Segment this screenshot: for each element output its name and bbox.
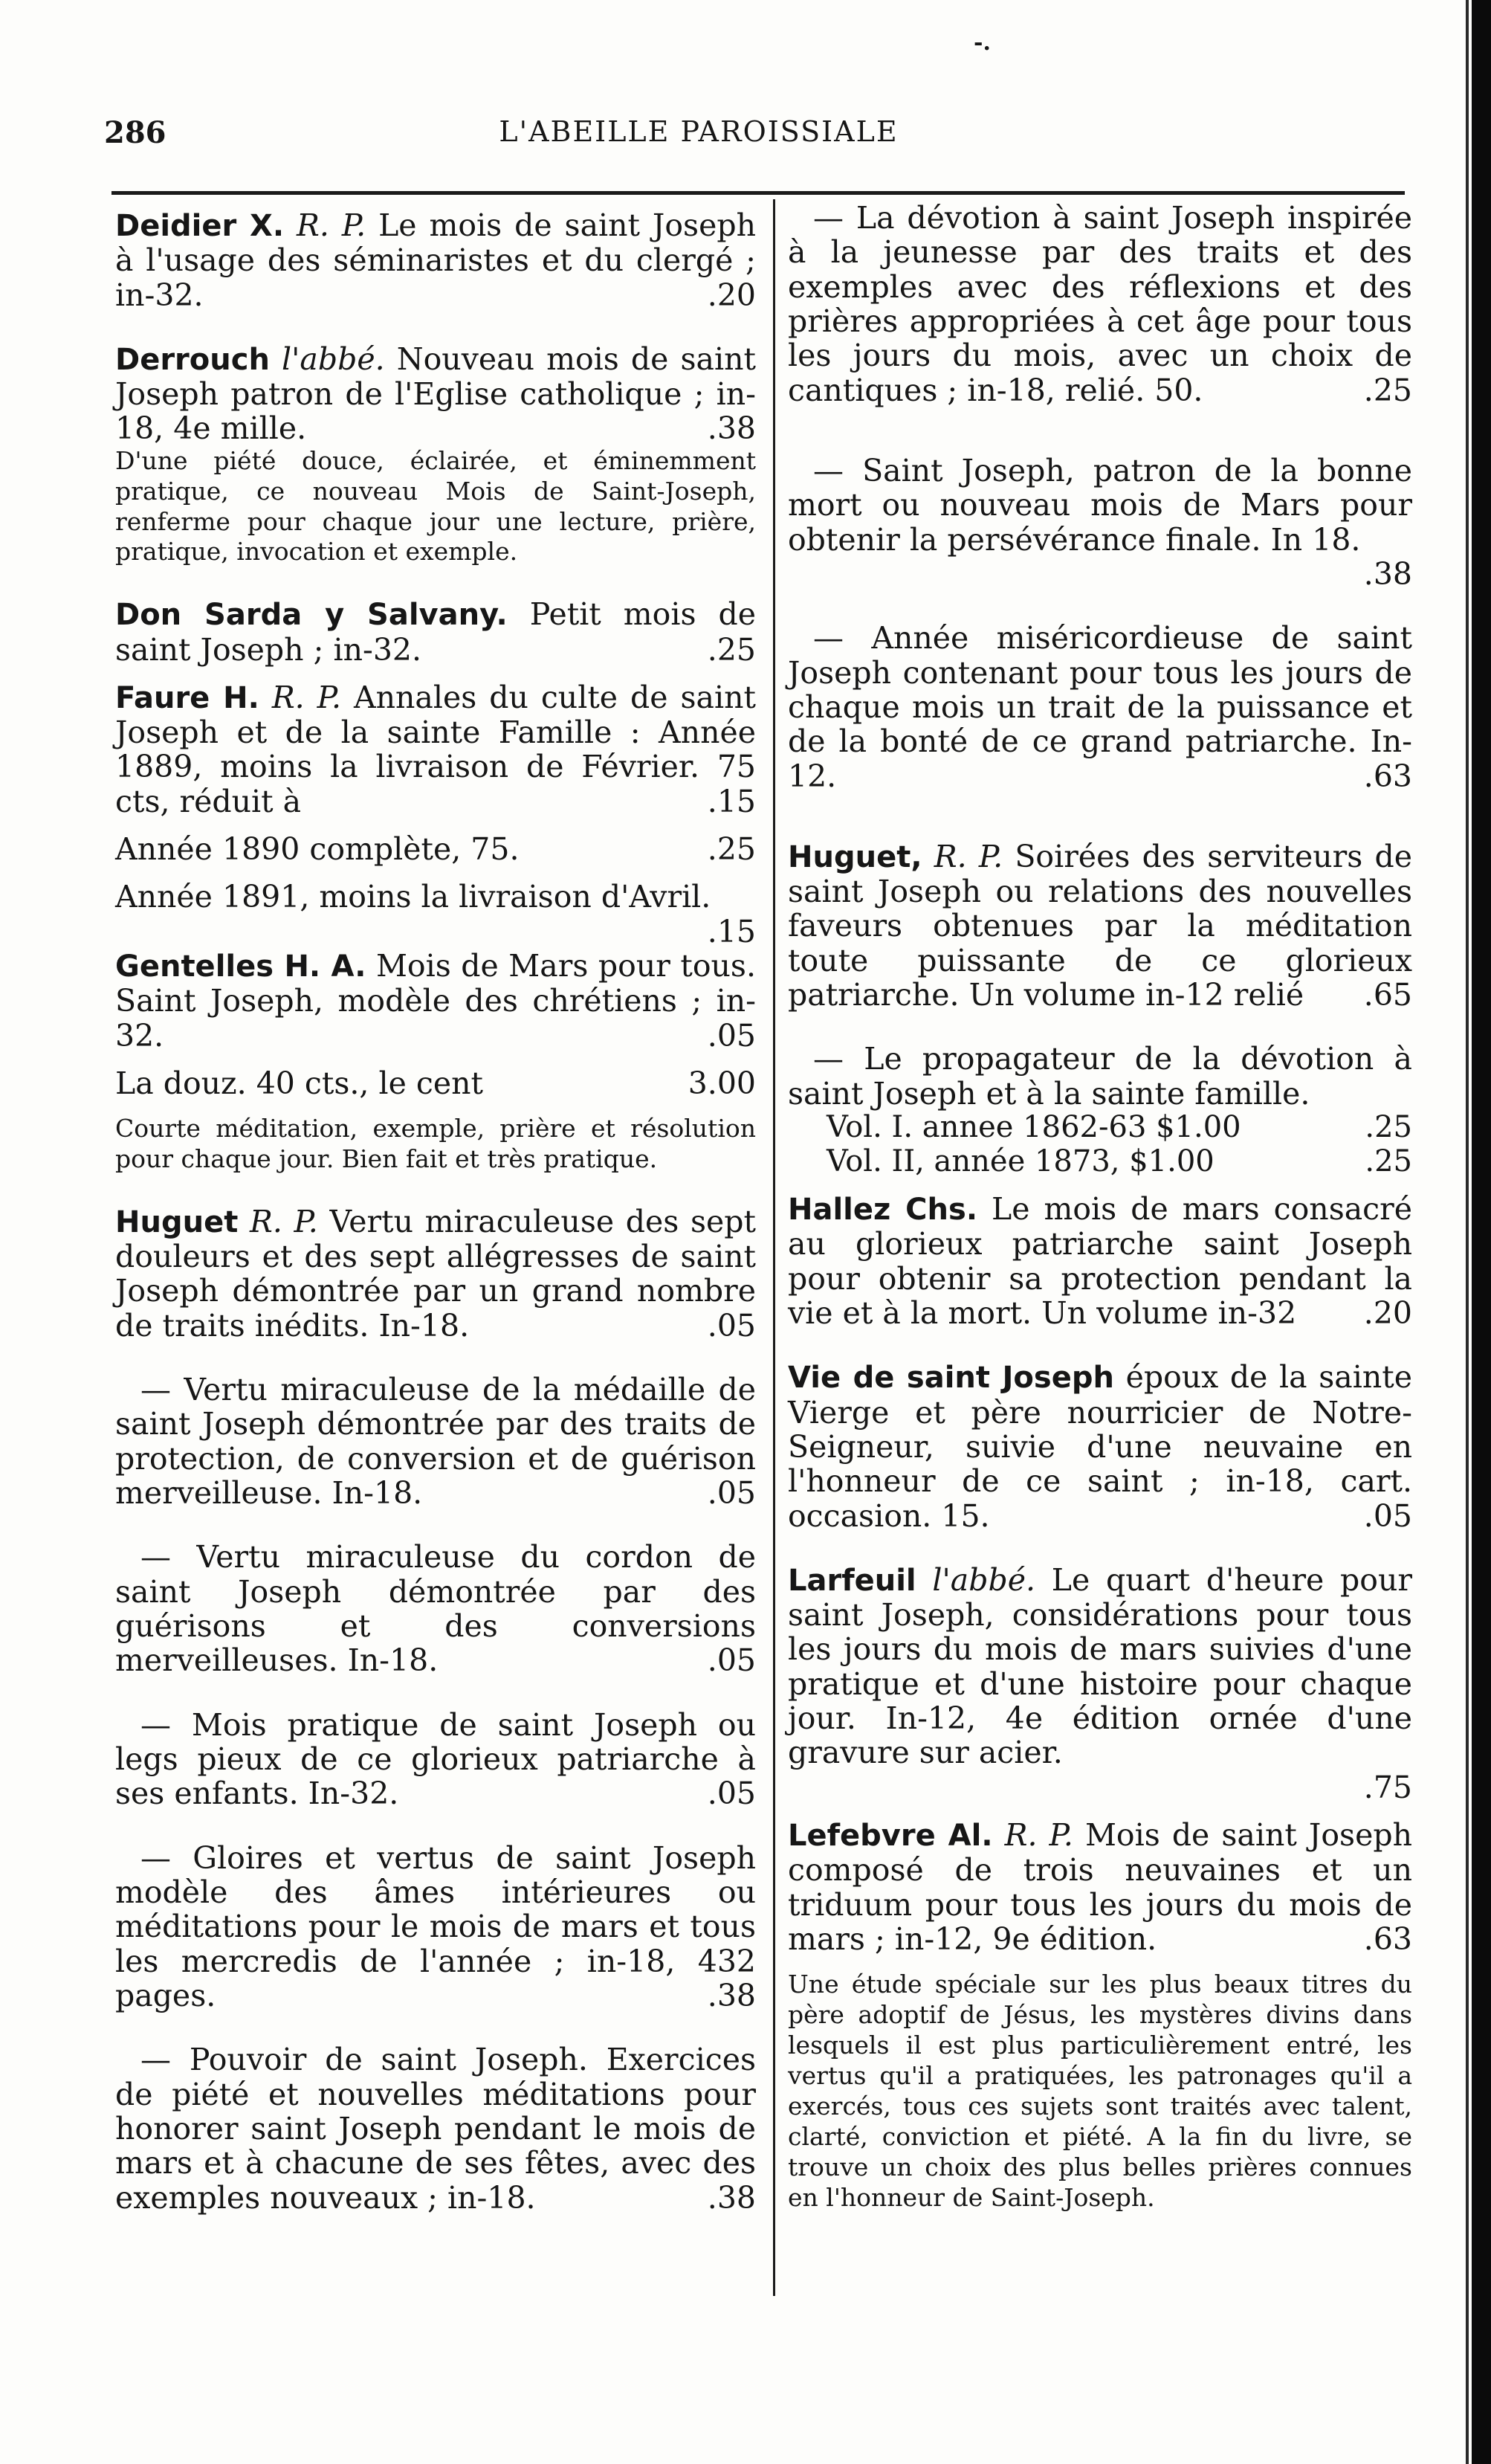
volume-price: .25 — [1365, 1144, 1412, 1178]
left-column — [115, 208, 756, 2215]
catalog-entry — [788, 1818, 1412, 1956]
entry-price: .63 — [1363, 758, 1412, 794]
entry-note: Une étude spéciale sur les plus beaux titres du père adoptif de Jésus, les mystères divins dans lesquels il est plus particulièrement entré, les vertus qu'il a pratiquées, les patronages qu'il a exercés, tous ces sujets sont traités avec talent, clarté, conviction et piété. A la fin du livre, se trouve un choix des plus belles prières connues en l'honneur de Saint-Joseph. — [788, 1970, 1412, 2212]
entry-text: époux de la sainte Vierge et père nourricier de Notre-Seigneur, suivie d'une neuvaine en l'honneur de ce saint ; in-18, cart. occasion. 15. — [788, 1359, 1412, 1534]
catalog-entry — [788, 201, 1412, 407]
catalog-entry — [788, 1563, 1412, 1770]
entry-role: R. P. — [934, 838, 1003, 874]
catalog-entry — [788, 839, 1412, 1013]
catalog-entry — [115, 597, 756, 667]
entry-price: .15 — [707, 913, 756, 949]
entry-role: l'abbé. — [282, 341, 385, 377]
entry-price: .20 — [707, 277, 756, 313]
entry-text: La douz. 40 cts., le cent — [115, 1065, 484, 1101]
entry-role: l'abbé. — [932, 1561, 1035, 1598]
entry-price: .05 — [707, 1642, 756, 1679]
entry-author: Huguet — [115, 1204, 239, 1239]
catalog-entry — [115, 949, 756, 1053]
catalog-entry — [115, 832, 756, 866]
entry-text: Le mois de mars consacré au glorieux patriarche saint Joseph pour obtenir sa protection pendant la vie et à la mort. Un volume in-32 — [788, 1191, 1412, 1332]
entry-note: D'une piété douce, éclairée, et éminemment pratique, ce nouveau Mois de Saint-Joseph, renferme pour chaque jour une lecture, prière, pratique, invocation et exemple. — [115, 445, 756, 567]
entry-author: Derrouch — [115, 342, 270, 377]
entry-price: .05 — [1363, 1497, 1412, 1534]
entry-text: Nouveau mois de saint Joseph patron de l'Eglise catholique ; in-18, 4e mille. — [115, 341, 756, 447]
volume-text: Vol. I. annee 1862-63 $1.00 — [827, 1110, 1241, 1145]
entry-price: .65 — [1363, 977, 1412, 1013]
entry-price: .25 — [1363, 372, 1412, 408]
entry-price: .25 — [707, 831, 756, 867]
page-number: 286 — [104, 115, 166, 150]
entry-price: .20 — [1363, 1295, 1412, 1332]
entry-text: — Pouvoir de saint Joseph. Exercices de piété et nouvelles méditations pour honorer saint Joseph pendant le mois de mars et à chacune de ses fêtes, avec des exemples nouveaux ; in-18. — [115, 2042, 756, 2216]
catalog-entry — [115, 1841, 756, 2013]
column-divider — [773, 199, 775, 2296]
entry-note: Courte méditation, exemple, prière et résolution pour chaque jour. Bien fait et très pratique. — [115, 1114, 756, 1174]
entry-price: .63 — [1363, 1920, 1412, 1957]
entry-text: Petit mois de saint Joseph ; in-32. — [115, 596, 756, 668]
entry-price: .25 — [707, 631, 756, 668]
catalog-entry — [115, 1540, 756, 1677]
entry-text: Mois de saint Joseph composé de trois neuvaines et un triduum pour tous les jours du mois de mars ; in-12, 9e édition. — [788, 1817, 1412, 1957]
running-title: L'ABEILLE PAROISSIALE — [499, 115, 899, 148]
header-rule — [111, 191, 1405, 195]
entry-price: .05 — [707, 1017, 756, 1054]
entry-text: Vertu miraculeuse des sept douleurs et des sept allégresses de saint Joseph démontrée par un grand nombre de traits inédits. In-18. — [115, 1203, 756, 1344]
entry-author: Deidier X. — [115, 209, 285, 243]
right-column — [788, 201, 1412, 2213]
volume-text: Vol. II, année 1873, $1.00 — [827, 1144, 1215, 1178]
entry-price: .05 — [707, 1307, 756, 1344]
catalog-entry — [115, 680, 756, 819]
entry-text: — Gloires et vertus de saint Joseph modèle des âmes intérieures ou méditations pour le mois de mars et tous les mercredis de l'année ; in-18, 432 pages. — [115, 1839, 756, 2014]
entry-author: Lefebvre Al. — [788, 1819, 993, 1854]
entry-text: — Saint Joseph, patron de la bonne mort ou nouveau mois de Mars pour obtenir la persévérance finale. In 18. — [788, 452, 1412, 558]
entry-price: .38 — [707, 2179, 756, 2216]
catalog-entry — [115, 1373, 756, 1510]
catalog-entry — [788, 621, 1412, 793]
entry-role: R. P. — [271, 679, 341, 715]
catalog-entry — [115, 208, 756, 312]
entry-text: — Le propagateur de la dévotion à saint Joseph et à la sainte famille. — [788, 1041, 1412, 1112]
entry-text: Année 1891, moins la livraison d'Avril. — [115, 879, 711, 915]
entry-price: .05 — [707, 1475, 756, 1512]
entry-text: Annales du culte de saint Joseph et de la sainte Famille : Année 1889, moins la livraison de Février. 75 cts, réduit à — [115, 679, 756, 819]
catalog-entry — [788, 1192, 1412, 1330]
page-edge-shadow — [1472, 0, 1491, 2464]
entry-price: .05 — [707, 1776, 756, 1812]
catalog-entry — [788, 454, 1412, 557]
entry-price: .75 — [1363, 1769, 1412, 1805]
entry-price: .38 — [707, 410, 756, 447]
entry-role: R. P. — [1004, 1817, 1073, 1854]
entry-author: Hallez Chs. — [788, 1193, 978, 1228]
entry-text: Mois de Mars pour tous. Saint Joseph, modèle des chrétiens ; in-32. — [115, 947, 756, 1054]
catalog-entry — [115, 1066, 756, 1100]
entry-author: Faure H. — [115, 680, 259, 715]
entry-price: .15 — [707, 783, 756, 819]
entry-text: Le mois de saint Joseph à l'usage des séminaristes et du clergé ; in-32. — [115, 207, 757, 313]
entry-text: — La dévotion à saint Joseph inspirée à la jeunesse par des traits et des exemples avec des réflexions et des prières appropriées à cet âge pour tous les jours du mois, avec un choix de cantiques ; in-18, relié. 50. — [788, 200, 1412, 408]
catalog-entry — [115, 342, 756, 446]
ink-smudge: -. — [974, 30, 991, 56]
entry-text: Année 1890 complète, 75. — [115, 831, 520, 867]
catalog-entry — [788, 1360, 1412, 1533]
catalog-entry — [788, 1042, 1412, 1111]
entry-text: — Vertu miraculeuse de la médaille de saint Joseph démontrée par des traits de protection, de conversion et de guérison merveilleuse. In-18. — [115, 1372, 756, 1512]
entry-author: Larfeuil — [788, 1563, 916, 1598]
volume-price: .25 — [1365, 1110, 1412, 1145]
entry-author: Huguet, — [788, 839, 922, 874]
entry-author: Vie de saint Joseph — [788, 1361, 1114, 1396]
entry-price: 3.00 — [688, 1065, 756, 1101]
entry-text: — Mois pratique de saint Joseph ou legs pieux de ce glorieux patriarche à ses enfants. In-32. — [115, 1706, 756, 1812]
volume-line — [788, 1111, 1412, 1145]
entry-text: — Année miséricordieuse de saint Joseph contenant pour tous les jours de chaque mois un trait de la puissance et de la bonté de ce grand patriarche. In-12. — [788, 620, 1412, 794]
entry-price: .38 — [707, 1978, 756, 2014]
entry-text: Soirées des serviteurs de saint Joseph ou relations des nouvelles faveurs obtenues par la méditation toute puissante de ce glorieux patriarche. Un volume in-12 relié — [788, 838, 1412, 1013]
entry-text: — Vertu miraculeuse du cordon de saint Joseph démontrée par des guérisons et des conversions merveilleuses. In-18. — [115, 1539, 756, 1679]
catalog-entry — [115, 880, 756, 914]
catalog-entry — [115, 1204, 756, 1343]
entry-author: Don Sarda y Salvany. — [115, 598, 508, 633]
entry-role: R. P. — [249, 1203, 318, 1239]
catalog-entry — [115, 2042, 756, 2215]
catalog-entry — [115, 1708, 756, 1811]
entry-text: Le quart d'heure pour saint Joseph, considérations pour tous les jours du mois de mars suivies d'une pratique et d'une histoire pour chaque jour. In-12, 4e édition ornée d'une gravure sur acier. — [788, 1561, 1412, 1771]
entry-author: Gentelles H. A. — [115, 949, 366, 984]
entry-price: .38 — [1363, 555, 1412, 592]
entry-role: R. P. — [297, 207, 366, 243]
volume-line — [788, 1145, 1412, 1179]
